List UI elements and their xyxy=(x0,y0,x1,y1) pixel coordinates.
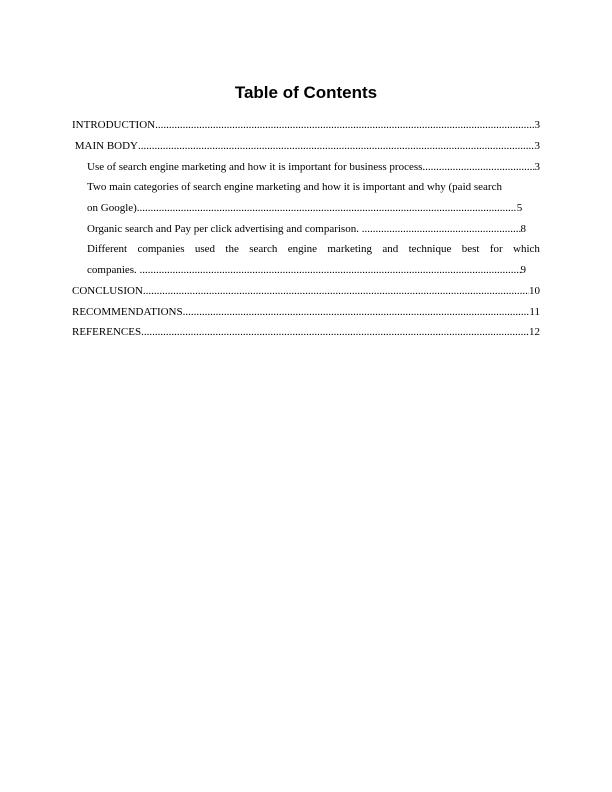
toc-entry-references[interactable] xyxy=(72,325,540,339)
toc-leader-dots xyxy=(183,305,530,319)
toc-word: search xyxy=(249,243,278,255)
toc-leader-dots xyxy=(155,118,534,132)
toc-entry-page: 3 xyxy=(534,140,540,152)
toc-entry-different-companies-line1[interactable] xyxy=(87,242,540,256)
toc-entry-label: CONCLUSION xyxy=(72,285,143,297)
toc-leader-dots xyxy=(422,160,534,174)
toc-entry-label: Two main categories of search engine marketing and how it is important and why (paid search xyxy=(87,181,502,193)
toc-word: Different xyxy=(87,243,128,255)
toc-entry-page: 8 xyxy=(520,223,526,235)
toc-entry-page: 11 xyxy=(529,306,540,318)
toc-entry-use-of-sem[interactable] xyxy=(87,160,540,174)
toc-entry-label: companies. xyxy=(87,264,140,276)
toc-entry-label: MAIN BODY xyxy=(72,140,138,152)
toc-entry-label: REFERENCES xyxy=(72,326,142,338)
toc-leader-dots xyxy=(141,325,529,339)
toc-entry-label: Organic search and Pay per click advertising and comparison. xyxy=(87,223,362,235)
toc-entry-page: 10 xyxy=(529,285,540,297)
toc-entry-label: Use of search engine marketing and how it is important for business process xyxy=(87,161,423,173)
toc-entry-label: INTRODUCTION xyxy=(72,119,156,131)
toc-word: for xyxy=(489,243,503,255)
toc-entry-page: 3 xyxy=(534,119,540,131)
toc-word: best xyxy=(461,243,480,255)
toc-entry-different-companies-line2[interactable] xyxy=(87,263,540,277)
toc-entry-introduction[interactable] xyxy=(72,118,540,132)
toc-word: technique xyxy=(408,243,452,255)
toc-leader-dots xyxy=(362,222,521,236)
toc-entry-label: on Google) xyxy=(87,202,137,214)
toc-entry-two-categories-line1[interactable] xyxy=(87,180,540,194)
toc-entry-page: 9 xyxy=(520,264,526,276)
toc-leader-dots xyxy=(137,201,517,215)
toc-word: engine xyxy=(287,243,318,255)
toc-entry-recommendations[interactable] xyxy=(72,305,540,319)
toc-word: which xyxy=(513,243,540,255)
toc-word: the xyxy=(225,243,239,255)
toc-word: used xyxy=(194,243,216,255)
toc-word: marketing xyxy=(327,243,372,255)
toc-entry-page: 5 xyxy=(516,202,523,214)
toc-leader-dots xyxy=(143,284,529,298)
toc-leader-dots xyxy=(138,139,535,153)
toc-title: Table of Contents xyxy=(234,83,378,102)
toc-entry-page: 12 xyxy=(529,326,540,338)
toc-entry-two-categories-line2[interactable] xyxy=(87,201,540,215)
toc-word: and xyxy=(382,243,399,255)
toc-entry-conclusion[interactable] xyxy=(72,284,540,298)
toc-entry-label: RECOMMENDATIONS xyxy=(72,306,183,318)
toc-word: companies xyxy=(137,243,185,255)
toc-entry-organic-vs-ppc[interactable] xyxy=(87,222,540,236)
toc-entry-main-body[interactable] xyxy=(72,139,540,153)
toc-leader-dots xyxy=(140,263,521,277)
toc-entry-page: 3 xyxy=(534,161,540,173)
